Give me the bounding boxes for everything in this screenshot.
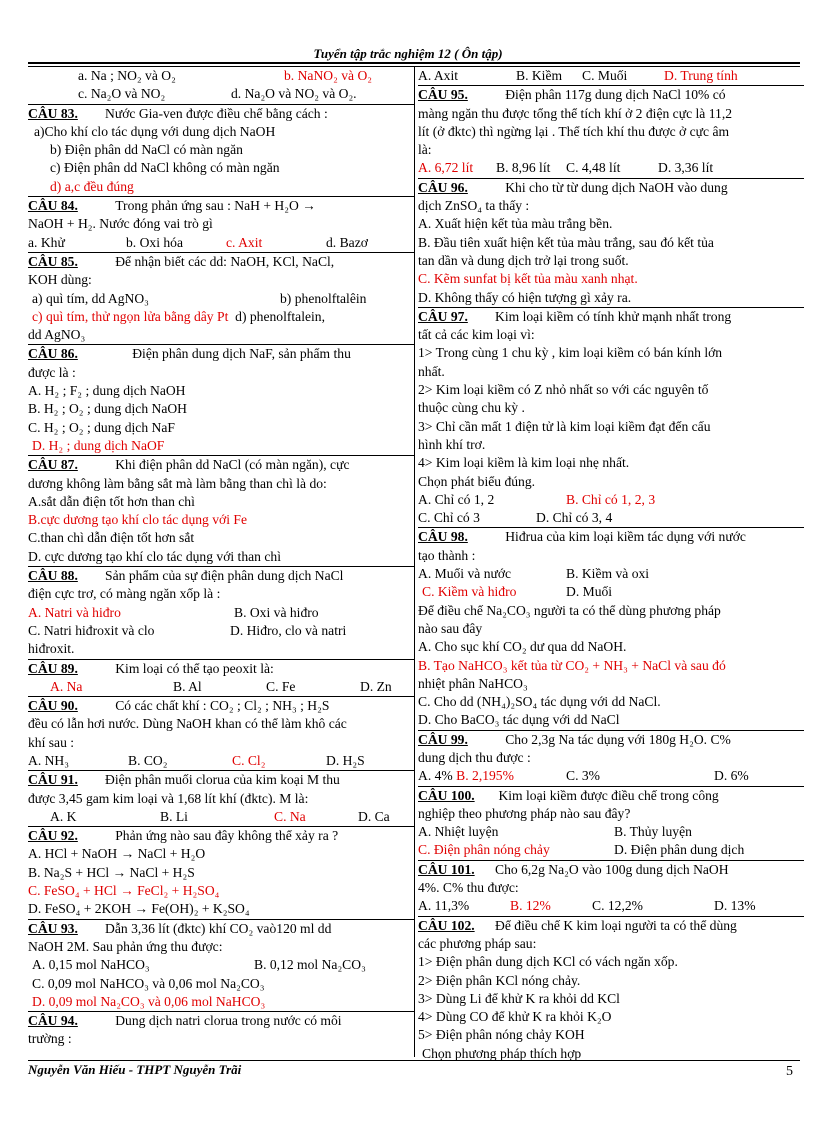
option: C. Cho dd (NH₄)₂SO₄ tác dụng với dd NaCl. [418,694,661,710]
option: D. 13% [714,898,756,914]
question-number: CÂU 85. [28,253,78,269]
statement-cont: nhất. [418,363,445,379]
question-text-cont: màng ngăn thu được tổng thể tích khí ở 2 điện cực là 11,2 [418,105,733,121]
option: C. 3% [566,768,600,784]
option: A. Chỉ có 1, 2 [418,491,495,507]
option: d. Na₂O và NO₂ và O₂. [231,86,357,102]
question-83 [28,104,414,123]
option-answer: C. Na [274,808,306,824]
question-95 [418,85,804,104]
option: C. Fe [266,678,296,694]
option-answer: A. 6,72 lít [418,160,474,176]
option-answer: A. Na [50,678,83,694]
option: B. Kiềm và oxi [566,566,650,582]
question-number: CÂU 83. [28,105,78,121]
question-number: CÂU 97. [418,308,468,324]
question-number: CÂU 93. [28,920,78,936]
option-answer: b. NaNO₂ và O₂ [284,68,373,83]
question-text-cont: tất cả các kim loại vì: [418,327,535,343]
option: a. Khử [28,234,65,250]
option: D. cực dương tạo khí clo tác dụng với than chì [28,548,281,564]
question-number: CÂU 100. [418,787,475,803]
question-number: CÂU 101. [418,861,475,877]
statement: 4> Kim loại kiềm là kim loại nhẹ nhất. [418,455,630,471]
instruction: Chọn phát biểu đúng. [418,473,536,489]
option: b) Điện phân dd NaCl có màn ngăn [50,142,243,158]
option-cont: tan dần và dung dịch trở lại trong suốt. [418,252,629,268]
option: C. Muối [582,68,628,83]
question-text: Điện phân dung dịch NaF, sản phẩm thu [132,346,351,362]
question-number: CÂU 89. [28,660,78,676]
question-text-cont: NaOH + H₂. Nước đóng vai trò gì [28,216,213,232]
option: A. 0,15 mol NaHCO₃ [32,957,150,973]
option: D. H₂S [326,752,365,768]
option: D. Zn [360,678,392,694]
question-88 [28,566,414,585]
footer-rule [28,1060,800,1061]
question-text: Khi cho từ từ dung dịch NaOH vào dung [505,179,728,195]
option: A. Axit [418,68,459,83]
column-divider [414,67,415,1057]
question-97 [418,307,804,326]
option: D. Điện phân dung dịch [614,842,745,858]
question-text-cont: được 3,45 gam kim loại và 1,68 lít khí (đktc). M là: [28,790,309,806]
option: D. Muối [566,584,613,600]
option: B. CO₂ [128,752,168,768]
option-answer: d) a,c đều đúng [50,178,134,194]
option: C.than chì dẫn điện tốt hơn sắt [28,530,195,546]
question-text: Có các chất khí : CO₂ ; Cl₂ ; NH₃ ; H₂S [115,698,330,714]
option: D. Hiđro, clo và natri [230,622,347,638]
question-number: CÂU 91. [28,772,78,788]
question-text: Khi điện phân dd NaCl (có màn ngăn), cực [115,457,350,473]
question-number: CÂU 86. [28,346,78,362]
question-text: Nước Gia-ven được điều chế bằng cách : [105,105,328,121]
question-text-cont: trường : [28,1031,72,1047]
option-answer: c) quì tím, thử ngọn lửa bằng dây Pt [32,308,229,324]
question-text-cont: nào sau đây [418,620,483,636]
question-number: CÂU 102. [418,917,475,933]
option-cont: nhiệt phân NaHCO₃ [418,675,528,691]
option: D. 3,36 lít [658,160,714,176]
option: a) quì tím, dd AgNO₃ [32,290,149,306]
option: B. Na₂S + HCl → NaCl + H₂S [28,864,195,880]
statement: 5> Điện phân nóng chảy KOH [418,1027,585,1043]
question-text: Để nhận biết các dd: NaOH, KCl, NaCl, [115,253,335,269]
statement-cont: thuộc cùng chu kỳ . [418,400,525,416]
option: D. Ca [358,808,390,824]
question-91 [28,770,414,789]
option: B. Thủy luyện [614,824,692,840]
question-text: Dung dịch natri clorua trong nước có môi [115,1013,342,1029]
option-cont: hiđroxit. [28,641,75,657]
statement: 4> Dùng CO để khử K ra khỏi K₂O [418,1009,612,1025]
question-number: CÂU 95. [418,87,468,103]
option: A. Nhiệt luyện [418,824,499,840]
page-header-title: Tuyển tập trắc nghiệm 12 ( Ôn tập) [313,46,503,61]
option: A. Cho sục khí CO₂ dư qua dd NaOH. [418,639,627,655]
option: B. 8,96 lít [496,160,551,176]
question-text-cont: các phương pháp sau: [418,935,537,951]
question-text-cont: dịch ZnSO₄ ta thấy : [418,198,530,214]
statement: 2> Kim loại kiềm có Z nhỏ nhất so với các nguyên tố [418,382,709,398]
option: C. Chỉ có 3 [418,510,480,526]
question-text: Để điều chế Na₂CO₃ người ta có thể dùng phương pháp [418,602,721,618]
option-answer: B. 12% [510,898,551,914]
question-text-cont: tạo thành : [418,547,476,563]
question-text-cont: lít (ở đktc) thì ngừng lại . Thể tích khí thu được ở cực âm [418,123,730,139]
question-100 [418,786,804,805]
question-text: Cho 2,3g Na tác dụng với 180g H₂O. C% [505,731,731,747]
option-answer: C. Kẽm sunfat bị kết tủa màu xanh nhạt. [418,271,638,287]
option: D. FeSO₄ + 2KOH → Fe(OH)₂ + K₂SO₄ [28,901,250,917]
option: B. H₂ ; O₂ ; dung dịch NaOH [28,401,187,417]
option: B. 0,12 mol Na₂CO₃ [254,957,366,973]
option: a)Cho khí clo tác dụng với dung dịch NaOH [34,123,276,139]
question-89 [28,659,414,678]
question-text: Dẫn 3,36 lít (đktc) khí CO₂ vaò120 ml dd [105,920,332,936]
option-cont: dd AgNO₃ [28,327,86,343]
option-answer: D. H₂ ; dung dịch NaOF [32,437,165,453]
option: B. Al [173,678,202,694]
option-answer: D. Trung tính [664,68,738,83]
statement: 3> Chỉ cần mất 1 điện tử là kim loại kiềm đạt đến cấu [418,418,711,434]
question-text-cont: là: [418,142,432,158]
option: C. 12,2% [592,898,643,914]
option-answer: B. 2,195% [456,768,514,784]
question-text: Điện phân muối clorua của kim koại M thu [105,772,340,788]
option: d. Bazơ [326,234,368,250]
question-text: Để điều chế K kim loại người ta có thể dùng [495,917,737,933]
option-answer: B.cực dương tạo khí clo tác dụng với Fe [28,512,248,528]
option: A. H₂ ; F₂ ; dung dịch NaOH [28,383,186,399]
question-text: Kim loại có thể tạo peoxit là: [115,660,274,676]
statement-cont: hình khí trơ. [418,436,486,452]
option: D. Không thấy có hiện tượng gì xảy ra. [418,289,632,305]
question-text-cont: NaOH 2M. Sau phản ứng thu được: [28,938,223,954]
option: C. 4,48 lít [566,160,621,176]
option: B. Đầu tiên xuất hiện kết tủa màu trắng, sau đó kết tủa [418,234,714,250]
question-text-cont: điện cực trơ, có màng ngăn xốp là : [28,586,221,602]
question-text-cont: khí sau : [28,734,75,750]
page-number: 5 [786,1064,793,1079]
question-number: CÂU 99. [418,731,468,747]
option: D. 6% [714,768,749,784]
option-answer: B. Tạo NaHCO₃ kết tủa từ CO₂ + NH₃ + NaCl và sau đó [418,657,726,673]
question-93 [28,919,414,938]
option: A. 11,3% [418,898,470,914]
question-number: CÂU 98. [418,529,468,545]
question-text-cont: đều có lẫn hơi nước. Dùng NaOH khan có thể làm khô các [28,716,347,732]
option: b. Oxi hóa [126,234,184,250]
question-number: CÂU 90. [28,698,78,714]
option-answer: D. 0,09 mol Na₂CO₃ và 0,06 mol NaHCO₃ [32,993,266,1009]
option-answer: B. Chỉ có 1, 2, 3 [566,491,656,507]
question-text: Sản phẩm của sự điện phân dung dịch NaCl [105,568,344,584]
question-text-cont: 4%. C% thu được: [418,880,519,896]
statement: 2> Điện phân KCl nóng chảy. [418,972,581,988]
question-text: Hiđrua của kim loại kiềm tác dụng với nước [505,529,746,545]
statement: 1> Trong cùng 1 chu kỳ , kim loại kiềm có bán kính lớn [418,345,723,361]
option-answer: C. Điện phân nóng chảy [418,842,550,858]
question-102 [418,916,804,935]
option: C. Natri hiđroxit và clo [28,622,155,638]
question-94 [28,1011,414,1030]
question-number: CÂU 96. [418,179,468,195]
option: A. Muối và nước [418,566,512,582]
option: A. NH₃ [28,752,69,768]
question-number: CÂU 87. [28,457,78,473]
question-text-cont: được là : [28,364,76,380]
option-answer: C. Cl₂ [232,752,266,768]
footer-author: Nguyễn Văn Hiếu - THPT Nguyễn Trãi [28,1062,242,1077]
question-text: Kim loại kiềm được điều chế trong công [498,787,719,803]
option: A. Xuất hiện kết tủa màu trắng bền. [418,216,613,232]
question-text: Điện phân 117g dung dịch NaCl 10% có [505,87,726,103]
question-84 [28,196,414,215]
question-86 [28,344,414,363]
question-number: CÂU 84. [28,198,78,214]
option: D. Cho BaCO₃ tác dụng với dd NaCl [418,712,620,728]
question-96 [418,178,804,197]
option: B. Li [160,808,188,824]
option: d) phenolftalein, [235,308,325,324]
question-85 [28,252,414,271]
option-answer: c. Axit [226,234,263,250]
question-number: CÂU 88. [28,568,78,584]
option: B. Oxi và hiđro [234,604,319,620]
question-92 [28,826,414,845]
option-answer: A. Natri và hiđro [28,604,121,620]
statement: 3> Dùng Li để khử K ra khỏi dd KCl [418,990,620,1006]
question-number: CÂU 94. [28,1013,78,1029]
question-number: CÂU 92. [28,828,78,844]
question-text: Trong phản ứng sau : NaH + H₂O → [115,198,316,214]
option: A. K [50,808,77,824]
option: A. HCl + NaOH → NaCl + H₂O [28,846,206,862]
question-text: Kim loại kiềm có tính khử mạnh nhất trong [495,308,732,324]
question-90 [28,696,414,715]
question-text-cont: KOH dùng: [28,272,92,288]
option: D. Chỉ có 3, 4 [536,510,613,526]
option: c) Điện phân dd NaCl không có màn ngăn [50,160,280,176]
option: A.sắt dẫn điện tốt hơn than chì [28,493,195,509]
question-99 [418,730,804,749]
option: A. 4% [418,768,453,784]
question-101 [418,860,804,879]
question-98 [418,527,804,546]
option-answer: C. FeSO₄ + HCl → FeCl₂ + H₂SO₄ [28,883,220,899]
question-text: Cho 6,2g Na₂O vào 100g dung dịch NaOH [495,861,729,877]
option: b) phenolftalêin [280,290,367,306]
question-text-cont: dung dịch thu được : [418,749,531,765]
header-rule [28,62,800,64]
option: B. Kiềm [516,68,563,83]
right-column [418,67,804,1063]
question-87 [28,455,414,474]
question-text: Phản ứng nào sau đây không thể xảy ra ? [115,828,339,844]
question-text-cont: dương không làm bằng sắt mà làm bằng than chì là do: [28,475,327,491]
option: c. Na₂O và NO₂ [78,86,166,102]
left-column [28,67,414,1049]
question-text-cont: nghiệp theo phương pháp nào sau đây? [418,805,631,821]
option: a. Na ; NO₂ và O₂ [78,68,176,83]
instruction: Chọn phương pháp thích hợp [422,1045,582,1061]
option: C. H₂ ; O₂ ; dung dịch NaF [28,419,175,435]
option: C. 0,09 mol NaHCO₃ và 0,06 mol Na₂CO₃ [32,975,265,991]
statement: 1> Điện phân dung dịch KCl có vách ngăn xốp. [418,954,678,970]
option-answer: C. Kiềm và hiđro [422,584,517,600]
